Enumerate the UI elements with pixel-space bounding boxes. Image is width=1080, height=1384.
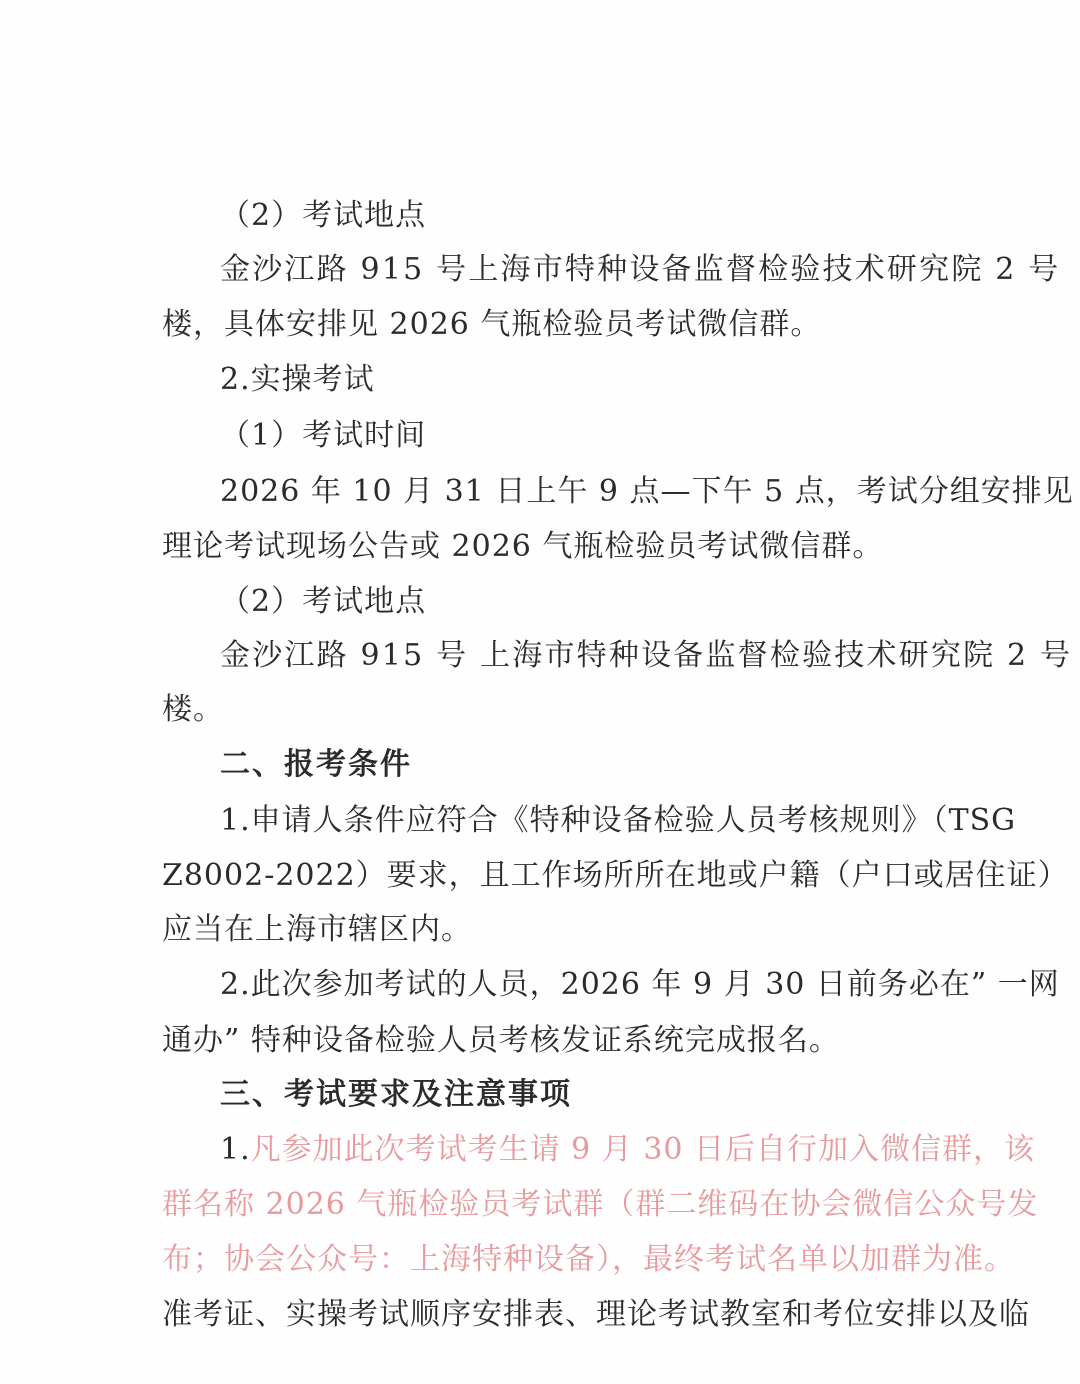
subheading-practical-exam: 2.实操考试	[220, 362, 375, 397]
list-number: 1.	[220, 1132, 251, 1167]
paragraph-line: 理论考试现场公告或 2026 气瓶检验员考试微信群。	[162, 529, 884, 564]
paragraph-line: 准考证、实操考试顺序安排表、理论考试教室和考位安排以及临	[162, 1297, 1030, 1332]
highlighted-paragraph-line	[220, 1130, 1035, 1170]
paragraph-line: 金沙江路 915 号 上海市特种设备监督检验技术研究院 2 号	[220, 638, 1073, 673]
highlighted-text: 凡参加此次考试考生请 9 月 30 日后自行加入微信群，该	[250, 1132, 1036, 1167]
paragraph-line: 通办” 特种设备检验人员考核发证系统完成报名。	[162, 1023, 840, 1058]
paragraph-line: 2.此次参加考试的人员，2026 年 9 月 30 日前务必在” 一网	[220, 967, 1060, 1002]
paragraph-line: 1.申请人条件应符合《特种设备检验人员考核规则》（TSG	[220, 803, 1017, 838]
highlighted-paragraph-line: 群名称 2026 气瓶检验员考试群（群二维码在协会微信公众号发	[162, 1187, 1039, 1222]
paragraph-line: 金沙江路 915 号上海市特种设备监督检验技术研究院 2 号	[220, 252, 1061, 287]
subheading-exam-location-2: （2）考试地点	[220, 584, 427, 619]
paragraph-line: 2026 年 10 月 31 日上午 9 点—下午 5 点，考试分组安排见	[220, 474, 1074, 509]
subheading-exam-time: （1）考试时间	[220, 418, 427, 453]
section-heading-eligibility: 二、报考条件	[220, 747, 412, 782]
paragraph-line: 楼。	[162, 692, 224, 727]
section-heading-requirements: 三、考试要求及注意事项	[220, 1077, 572, 1112]
paragraph-line: 应当在上海市辖区内。	[162, 912, 472, 947]
highlighted-paragraph-line: 布；协会公众号：上海特种设备），最终考试名单以加群为准。	[162, 1242, 1015, 1277]
paragraph-line: 楼，具体安排见 2026 气瓶检验员考试微信群。	[162, 307, 822, 342]
paragraph-line: Z8002-2022）要求，且工作场所所在地或户籍（户口或居住证）	[162, 858, 1069, 893]
subheading-exam-location-1: （2）考试地点	[220, 198, 427, 233]
